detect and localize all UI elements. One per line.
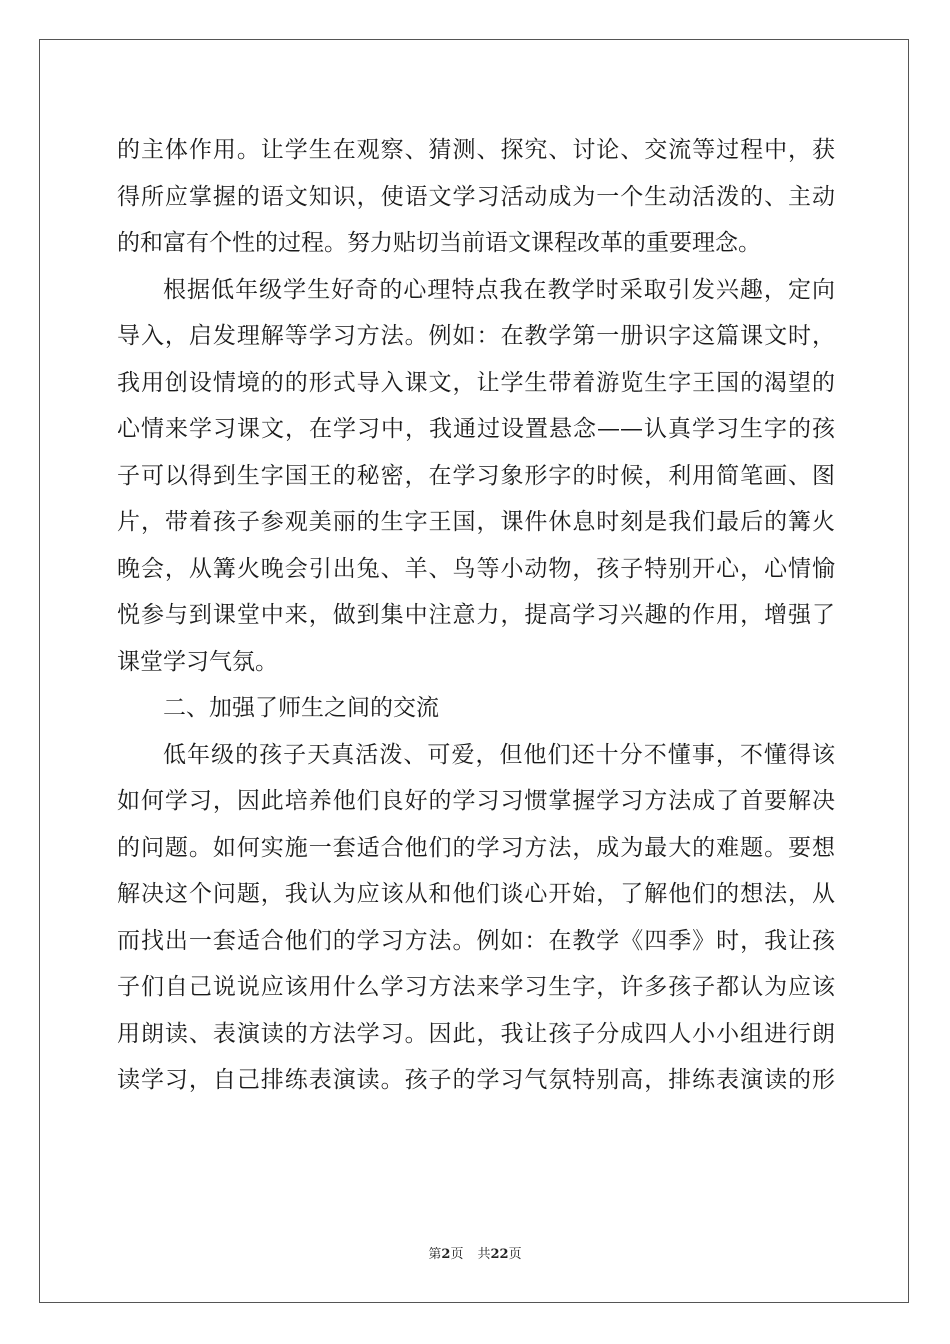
page-footer: [0, 1247, 950, 1263]
text-line: 读学习，自己排练表演读。孩子的学习气氛特别高，排练表演读的形: [117, 1067, 835, 1093]
text-line: 用朗读、表演读的方法学习。因此，我让孩子分成四人小小组进行朗: [117, 1020, 835, 1047]
text-line: 如何学习，因此培养他们良好的学习习惯掌握学习方法成了首要解决: [117, 788, 835, 814]
footer-page-suffix: 页: [450, 1247, 464, 1262]
text-line: 的和富有个性的过程。努力贴切当前语文课程改革的重要理念。: [117, 230, 761, 256]
text-line: 得所应掌握的语文知识，使语文学习活动成为一个生动活泼的、主动: [117, 183, 835, 210]
footer-page-prefix: 第: [428, 1247, 442, 1262]
text-line: 解决这个问题，我认为应该从和他们谈心开始，了解他们的想法，从: [117, 881, 835, 907]
text-line: 二、加强了师生之间的交流: [163, 695, 439, 721]
text-line: 子可以得到生字国王的秘密，在学习象形字的时候，利用简笔画、图: [117, 462, 835, 489]
footer-total-prefix: 共: [477, 1247, 491, 1262]
text-line: 片，带着孩子参观美丽的生字王国，课件休息时刻是我们最后的篝火: [117, 509, 835, 535]
text-line: 我用创设情境的的形式导入课文，让学生带着游览生字王国的渴望的: [117, 369, 835, 396]
footer-total-number: 22: [490, 1247, 509, 1262]
text-line: 悦参与到课堂中来，做到集中注意力，提高学习兴趣的作用，增强了: [117, 602, 835, 628]
text-line: 晚会，从篝火晚会引出兔、羊、鸟等小动物，孩子特别开心，心情愉: [117, 555, 835, 582]
footer-total-suffix: 页: [508, 1247, 522, 1262]
text-line: 的主体作用。让学生在观察、猜测、探究、讨论、交流等过程中，获: [117, 137, 835, 163]
text-line: 根据低年级学生好奇的心理特点我在教学时采取引发兴趣，定向: [163, 276, 835, 303]
text-line: 的问题。如何实施一套适合他们的学习方法，成为最大的难题。要想: [117, 834, 835, 861]
document-body: [117, 127, 835, 1104]
text-line: 心情来学习课文，在学习中，我通过设置悬念——认真学习生字的孩: [117, 416, 835, 442]
text-line: 子们自己说说应该用什么学习方法来学习生字，许多孩子都认为应该: [117, 974, 835, 1000]
text-line: 课堂学习气氛。: [117, 648, 278, 675]
footer-page-number: 2: [441, 1247, 451, 1262]
text-line: 而找出一套适合他们的学习方法。例如：在教学《四季》时，我让孩: [117, 927, 835, 954]
text-line: 导入，启发理解等学习方法。例如：在教学第一册识字这篇课文时，: [117, 323, 835, 349]
text-line: 低年级的孩子天真活泼、可爱，但他们还十分不懂事，不懂得该: [163, 741, 835, 768]
